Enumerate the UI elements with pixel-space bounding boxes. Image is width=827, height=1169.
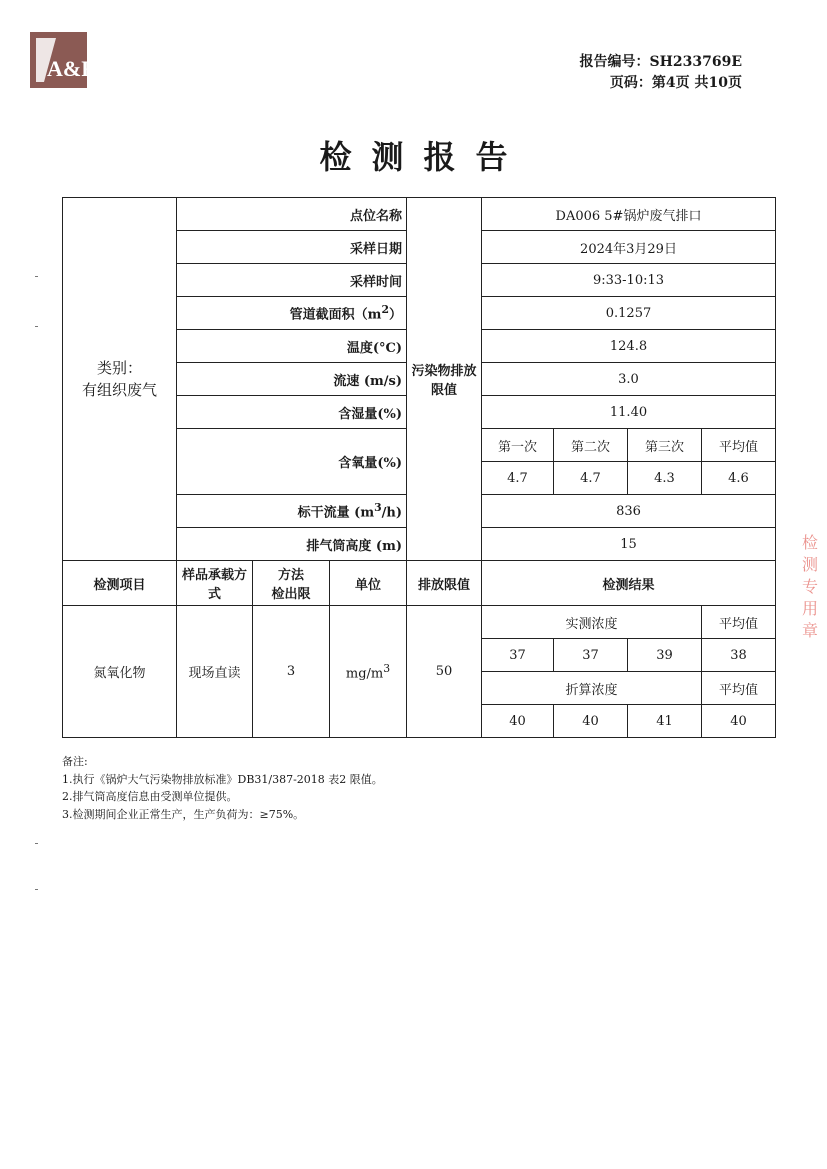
dry-flow-label: 标干流量 $(m^3/h)$	[177, 495, 407, 528]
info-label: 点位名称	[177, 198, 407, 231]
oxygen-value: 4.3	[628, 462, 702, 495]
dry-flow-value: 836	[482, 495, 776, 528]
converted-value: 40	[482, 705, 554, 738]
measured-value: 37	[482, 639, 554, 672]
info-label: 采样时间	[177, 264, 407, 297]
category-label: 类别：	[96, 359, 142, 377]
result-item: 氮氧化物	[63, 606, 177, 738]
info-value: 2024年3月29日	[482, 231, 776, 264]
info-label: 含湿量(%)	[177, 396, 407, 429]
info-label: 流速 (m/s)	[177, 363, 407, 396]
info-value: 11.40	[482, 396, 776, 429]
company-logo	[30, 32, 95, 88]
converted-label: 折算浓度	[482, 672, 702, 705]
result-limit: 50	[407, 606, 482, 738]
note-line: 3.检测期间企业正常生产，生产负荷为：≥75%。	[62, 807, 305, 821]
result-header-limit: 排放限值	[407, 561, 482, 606]
oxygen-label: 含氧量(%)	[177, 429, 407, 495]
note-line: 2.排气筒高度信息由受测单位提供。	[62, 790, 238, 803]
category-cell	[63, 198, 177, 561]
result-header-method: 方法 检出限	[253, 561, 330, 606]
oxygen-header: 第二次	[554, 429, 628, 462]
oxygen-header: 平均值	[702, 429, 776, 462]
scan-speck	[35, 889, 38, 890]
scan-speck	[35, 326, 38, 327]
converted-value: 40	[554, 705, 628, 738]
stack-height-value: 15	[482, 528, 776, 561]
notes-title: 备注:	[62, 755, 88, 768]
report-number-label: 报告编号：	[579, 54, 650, 70]
measured-avg: 38	[702, 639, 776, 672]
page-indicator: 页码：第4页 共10页	[609, 75, 742, 91]
report-number	[580, 52, 742, 72]
measured-value: 37	[554, 639, 628, 672]
category-value: 有组织废气	[81, 381, 157, 399]
result-row	[63, 606, 776, 639]
oxygen-header: 第一次	[482, 429, 554, 462]
result-header-row	[63, 561, 776, 606]
result-header-unit: 单位	[330, 561, 407, 606]
oxygen-value: 4.7	[482, 462, 554, 495]
result-header-carrier: 样品承载方式	[177, 561, 253, 606]
result-header-item: 检测项目	[63, 561, 177, 606]
logo-text: A&F	[47, 56, 95, 81]
result-unit: $mg/m^3$	[330, 606, 407, 738]
info-value: 9:33-10:13	[482, 264, 776, 297]
scan-speck	[35, 843, 38, 844]
notes	[62, 753, 383, 823]
report-table	[62, 197, 776, 738]
info-label: 温度(°C)	[177, 330, 407, 363]
oxygen-value: 4.7	[554, 462, 628, 495]
info-label: 管道截面积$(m^2)$	[177, 297, 407, 330]
info-value: DA006 5#锅炉废气排口	[482, 198, 776, 231]
info-value: 0.1257	[482, 297, 776, 330]
info-value: 124.8	[482, 330, 776, 363]
note-line: 1.执行《锅炉大气污染物排放标准》DB31/387-2018 表2 限值。	[62, 772, 383, 786]
measured-label: 实测浓度	[482, 606, 702, 639]
result-carrier: 现场直读	[177, 606, 253, 738]
result-header-results: 检测结果	[482, 561, 776, 606]
measured-value: 39	[628, 639, 702, 672]
result-method-limit: 3	[253, 606, 330, 738]
limit-label-cell	[407, 198, 482, 561]
info-row	[63, 198, 776, 231]
seal-stamp: 检测专用章	[801, 533, 818, 640]
scan-speck	[35, 276, 38, 277]
page-title: 检测报告	[319, 138, 528, 176]
stack-height-label: 排气筒高度 (m)	[177, 528, 407, 561]
converted-value: 41	[628, 705, 702, 738]
info-value: 3.0	[482, 363, 776, 396]
limit-label: 污染物排放限值	[411, 364, 477, 398]
info-label: 采样日期	[177, 231, 407, 264]
converted-avg-label: 平均值	[702, 672, 776, 705]
oxygen-header: 第三次	[628, 429, 702, 462]
report-number-value: SH233769E	[649, 54, 742, 70]
oxygen-value: 4.6	[702, 462, 776, 495]
converted-avg: 40	[702, 705, 776, 738]
measured-avg-label: 平均值	[702, 606, 776, 639]
